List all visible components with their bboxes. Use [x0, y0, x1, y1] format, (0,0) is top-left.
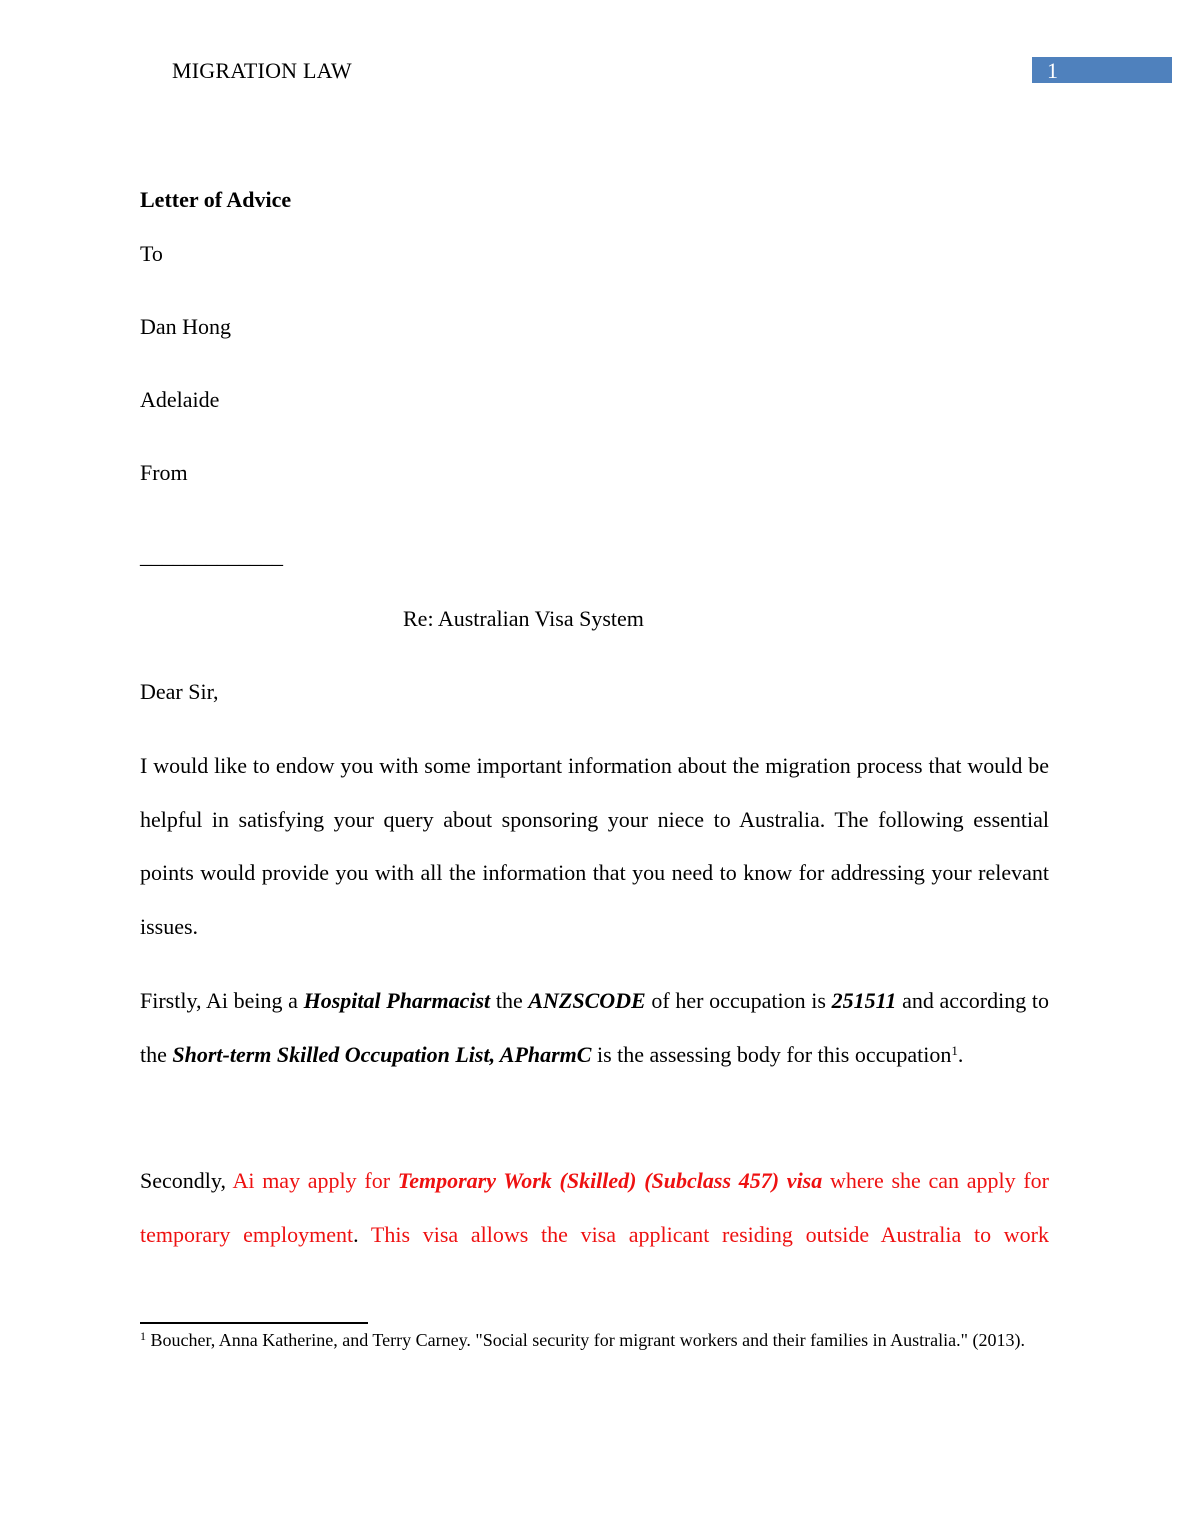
footnote — [140, 1329, 1049, 1351]
p3-red-2: where she can apply for temporary employment — [140, 1168, 1050, 1247]
p2-text-4: and according to the — [140, 988, 1049, 1067]
from-label: From — [140, 460, 188, 485]
occupation-name: Hospital Pharmacist — [303, 988, 491, 1013]
p2-text-2: the — [490, 988, 529, 1013]
visa-name: Temporary Work (Skilled) (Subclass 457) visa — [397, 1168, 823, 1193]
paragraph-visa — [140, 1154, 1049, 1261]
recipient-name: Dan Hong — [140, 314, 232, 339]
p2-text-1: Firstly, Ai being a — [140, 988, 304, 1013]
footnote-text: Boucher, Anna Katherine, and Terry Carney. "Social security for migrant workers and their families in Australia." (2013). — [146, 1330, 1025, 1350]
footnote-reference: 1 — [951, 1042, 958, 1058]
p2-text-5: is the assessing body for this occupation — [591, 1041, 952, 1067]
paragraph-occupation — [140, 974, 1049, 1081]
signature-blank: _____________ — [140, 543, 283, 568]
running-header-title: MIGRATION LAW — [172, 58, 352, 83]
p2-text-3: of her occupation is — [645, 988, 832, 1013]
page-number: 1 — [1047, 58, 1058, 83]
p2-text-6: . — [957, 1041, 964, 1067]
paragraph-intro: I would like to endow you with some important information about the migration process that would be helpful in satisfying your query about sponsoring your niece to Australia. The following essential points would provide you with all the information that you need to know for addressing your relevant issues. — [140, 753, 1049, 940]
recipient-city: Adelaide — [140, 387, 220, 412]
code-label: ANZSCODE — [528, 988, 646, 1013]
p3-text-1: Secondly, — [140, 1168, 233, 1193]
p3-text-2: . — [353, 1221, 371, 1247]
salutation: Dear Sir, — [140, 679, 219, 704]
letter-heading: Letter of Advice — [140, 187, 292, 212]
p3-red-1: Ai may apply for — [232, 1168, 398, 1193]
occupation-list-name: Short-term Skilled Occupation List, APharmC — [172, 1041, 592, 1067]
footnote-number: 1 — [140, 1329, 146, 1343]
footnote-separator — [140, 1322, 368, 1324]
occupation-code: 251511 — [831, 988, 897, 1013]
p3-red-3: This visa allows the visa applicant residing outside Australia to work — [370, 1221, 1050, 1247]
to-label: To — [140, 241, 163, 266]
subject-line: Re: Australian Visa System — [403, 606, 644, 631]
page-number-badge — [1032, 57, 1172, 83]
